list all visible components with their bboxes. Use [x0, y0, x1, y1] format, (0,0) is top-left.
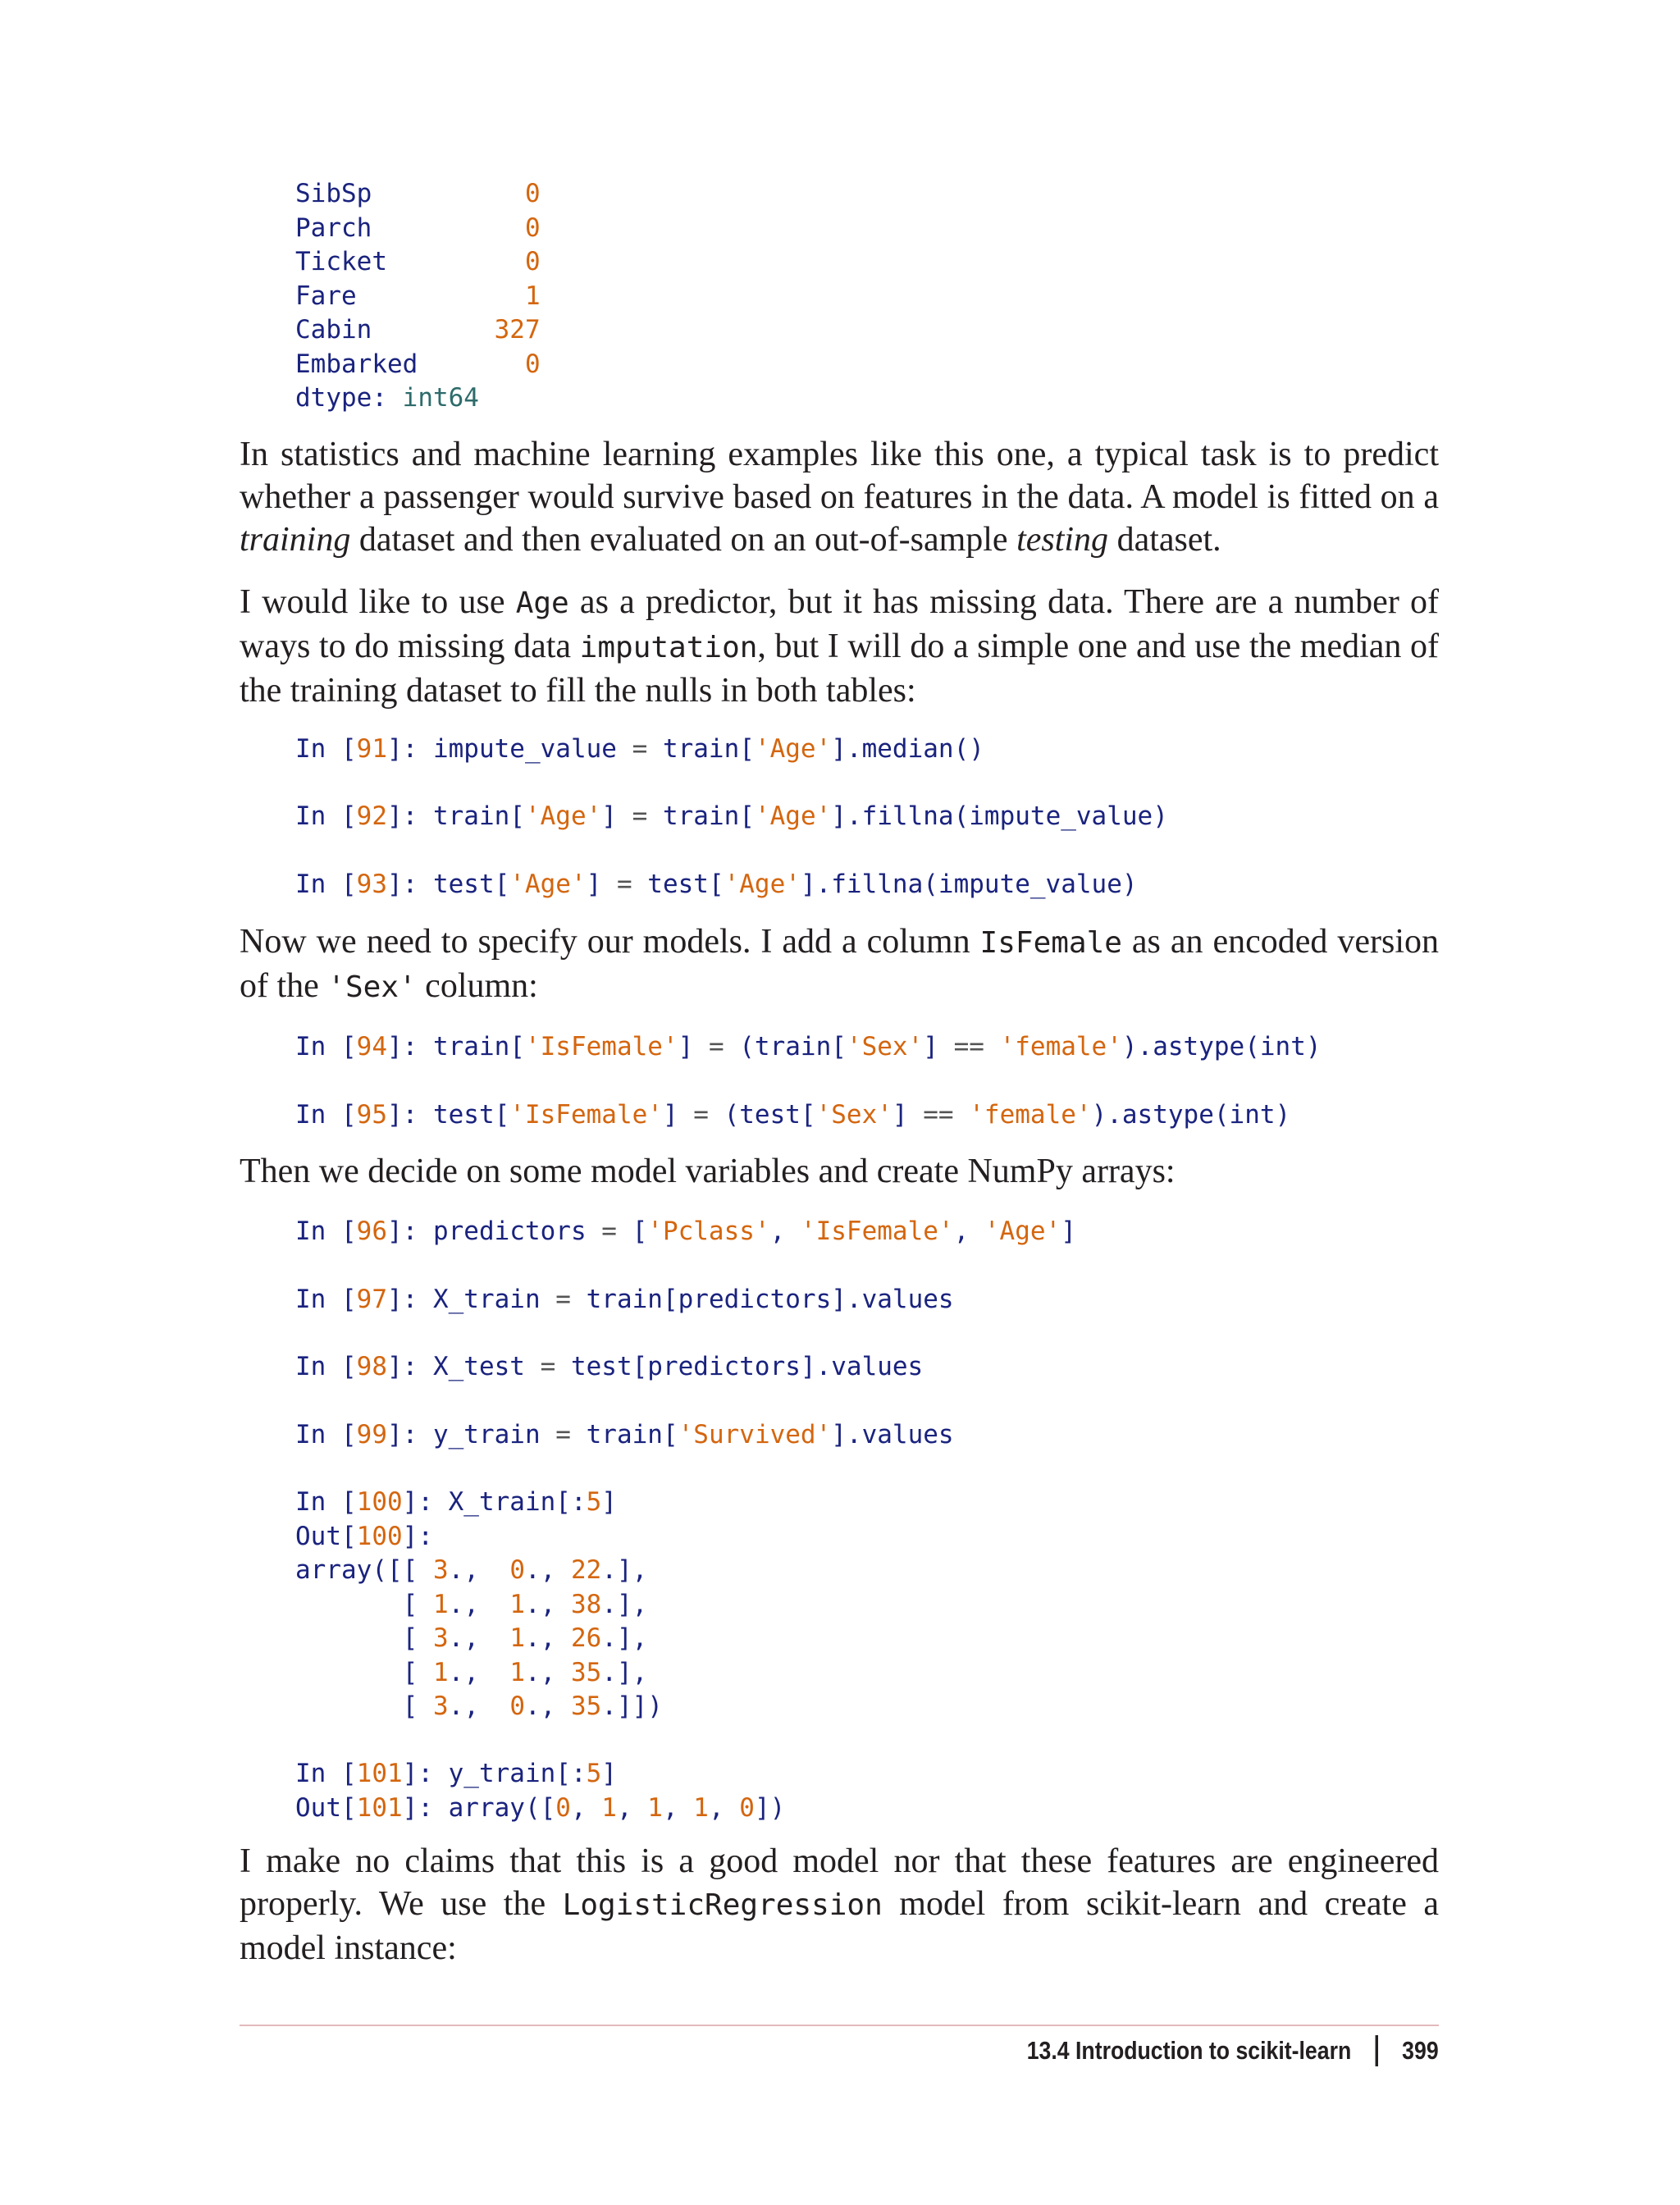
- null-count-row: Fare 1: [295, 281, 541, 311]
- page-footer: [1027, 2033, 1439, 2069]
- null-count-row: Cabin 327: [295, 315, 541, 345]
- code-line: In [99]: y_train = train['Survived'].values: [295, 1420, 954, 1449]
- code-output-null-counts: [295, 177, 541, 416]
- code-line: In [93]: test['Age'] = test['Age'].fillna(impute_value): [295, 870, 1138, 899]
- paragraph-model-variables: Then we decide on some model variables and create NumPy arrays:: [240, 1153, 1176, 1190]
- footer-section-title: 13.4 Introduction to scikit-learn: [1027, 2036, 1352, 2065]
- page-number: 399: [1402, 2036, 1439, 2065]
- null-count-row: Ticket 0: [295, 247, 541, 276]
- code-line: In [92]: train['Age'] = train['Age'].fillna(impute_value): [295, 801, 1168, 831]
- code-block-xtrain-head: In [100]: X_train[:5] Out[100]: array([[ 3., 0., 22.], [ 1., 1., 38.], [ 3., 1., 26.], [ 1., 1., 35.], [ 3., 0., 35.]]): [295, 1487, 663, 1721]
- null-count-row: Parch 0: [295, 212, 541, 243]
- dtype-line: dtype: int64: [295, 383, 479, 413]
- code-line: In [95]: test['IsFemale'] = (test['Sex'] == 'female').astype(int): [295, 1100, 1291, 1130]
- code-line: In [91]: impute_value = train['Age'].median(): [295, 734, 984, 764]
- code-block-ytrain-head: In [101]: y_train[:5] Out[101]: array([0, 1, 1, 1, 0]): [295, 1759, 786, 1823]
- footer-separator: [1376, 2035, 1378, 2066]
- paragraph-logistic-regression: I make no claims that this is a good model nor that these features are engineered properly. We use the LogisticRegression model from scikit-learn and create a model instance:: [240, 1842, 1440, 1967]
- code-line: In [94]: train['IsFemale'] = (train['Sex'] == 'female').astype(int): [295, 1032, 1322, 1061]
- null-count-row: Embarked 0: [295, 349, 541, 379]
- null-count-row: SibSp 0: [295, 179, 541, 208]
- code-line: In [96]: predictors = ['Pclass', 'IsFemale', 'Age']: [295, 1217, 1076, 1246]
- paragraph-prediction-task: In statistics and machine learning examples like this one, a typical task is to predict whether a passenger would survive based on features in the data. A model is fitted on a training dataset and then evaluated on an out-of-sample testing dataset.: [240, 436, 1439, 559]
- paragraph-age-imputation: I would like to use Age as a predictor, but it has missing data. There are a number of ways to do missing data imputation, but I will do a simple one and use the median of the training dataset to fill the nulls in both tables:: [240, 583, 1440, 710]
- paragraph-isfemale-column: Now we need to specify our models. I add a column IsFemale as an encoded version of the 'Sex' column:: [240, 923, 1439, 1005]
- code-line: In [97]: X_train = train[predictors].values: [295, 1285, 954, 1314]
- footer-rule: [240, 2025, 1439, 2026]
- code-line: In [98]: X_test = test[predictors].values: [295, 1352, 924, 1381]
